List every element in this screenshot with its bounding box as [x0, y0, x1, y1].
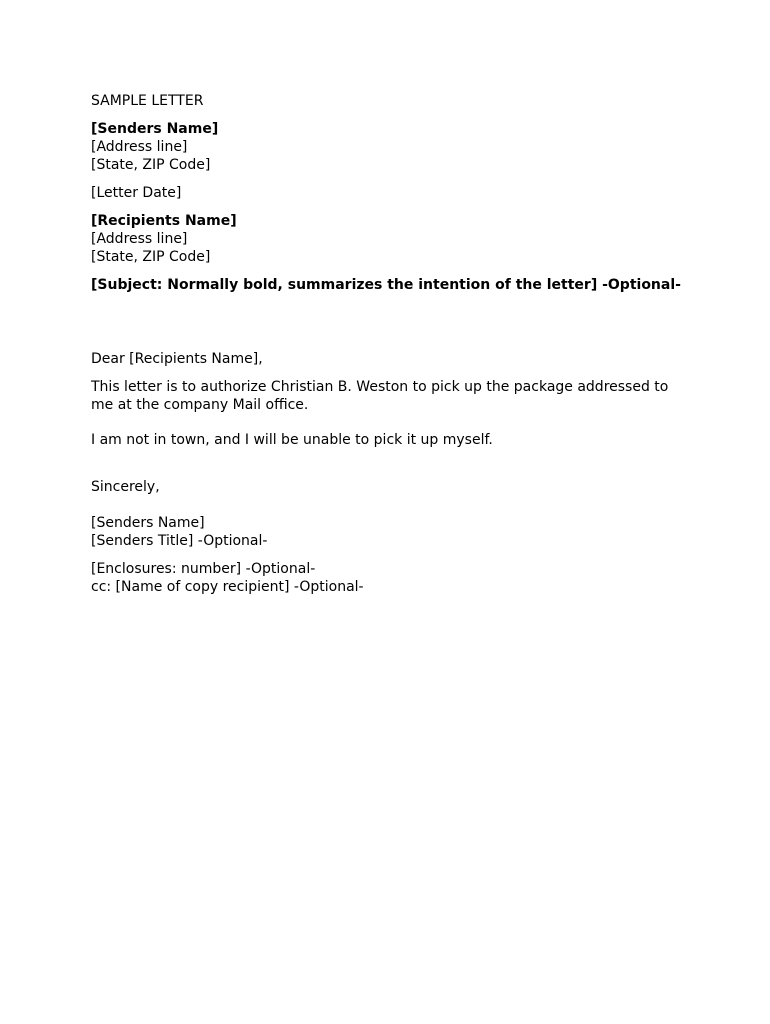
cc-line: cc: [Name of copy recipient] -Optional-	[91, 579, 364, 595]
enclosures: [Enclosures: number] -Optional-	[91, 561, 316, 577]
recipient-address: [Address line]	[91, 231, 188, 247]
closing: Sincerely,	[91, 479, 160, 495]
letter-heading: SAMPLE LETTER	[91, 93, 204, 109]
body-paragraph: I am not in town, and I will be unable to pick it up myself.	[91, 432, 493, 448]
letter-date: [Letter Date]	[91, 185, 182, 201]
sender-address: [Address line]	[91, 139, 188, 155]
salutation: Dear [Recipients Name],	[91, 351, 263, 367]
letter-subject: [Subject: Normally bold, summarizes the intention of the letter] -Optional-	[91, 277, 681, 293]
recipient-name: [Recipients Name]	[91, 213, 237, 229]
sender-state-zip: [State, ZIP Code]	[91, 157, 211, 173]
sender-name: [Senders Name]	[91, 121, 219, 137]
signature-name: [Senders Name]	[91, 515, 205, 531]
signature-title: [Senders Title] -Optional-	[91, 533, 268, 549]
recipient-state-zip: [State, ZIP Code]	[91, 249, 211, 265]
body-paragraph: This letter is to authorize Christian B. Weston to pick up the package addressed to me at the company Mail office.	[91, 379, 669, 413]
